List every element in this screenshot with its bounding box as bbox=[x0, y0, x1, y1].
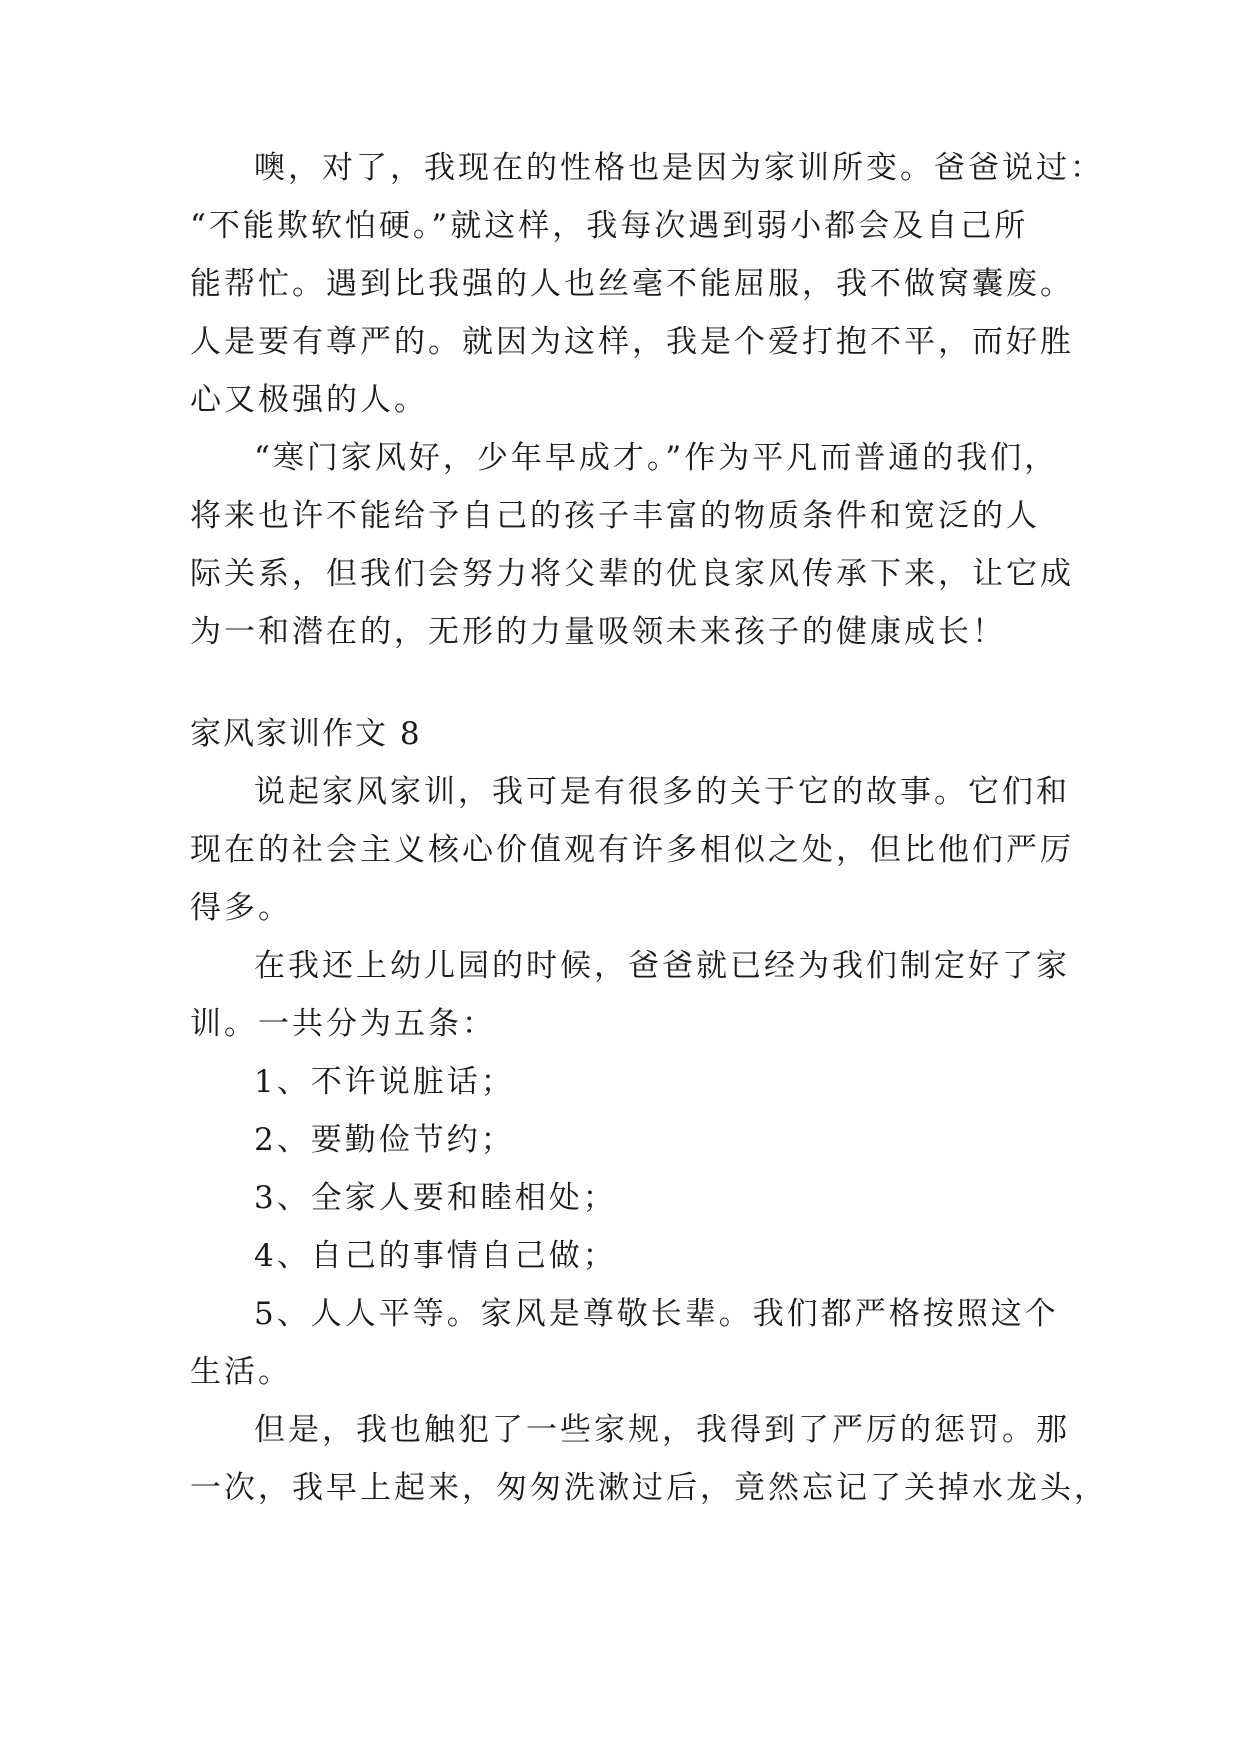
paragraph-line: 将来也许不能给予自己的孩子丰富的物质条件和宽泛的人 bbox=[190, 498, 1040, 534]
section-title: 家风家训作文 8 bbox=[190, 716, 422, 752]
paragraph-line: 得多。 bbox=[190, 890, 292, 926]
list-item: 3、全家人要和睦相处； bbox=[254, 1180, 617, 1216]
list-item: 4、自己的事情自己做； bbox=[254, 1238, 617, 1274]
paragraph-line: 但是，我也触犯了一些家规，我得到了严厉的惩罚。那 bbox=[254, 1412, 1070, 1448]
paragraph-line: 能帮忙。遇到比我强的人也丝毫不能屈服，我不做窝囊废。 bbox=[190, 266, 1074, 302]
paragraph-line: 心又极强的人。 bbox=[190, 382, 428, 418]
paragraph-line: 生活。 bbox=[190, 1354, 292, 1390]
paragraph-line: 一次，我早上起来，匆匆洗漱过后，竟然忘记了关掉水龙头， bbox=[190, 1470, 1108, 1506]
list-item: 1、不许说脏话； bbox=[254, 1064, 515, 1100]
paragraph-line: “寒门家风好，少年早成才。”作为平凡而普通的我们， bbox=[254, 440, 1059, 476]
paragraph-line: 说起家风家训，我可是有很多的关于它的故事。它们和 bbox=[254, 774, 1070, 810]
list-item: 5、人人平等。家风是尊敬长辈。我们都严格按照这个 bbox=[254, 1296, 1059, 1332]
paragraph-line: 噢，对了，我现在的性格也是因为家训所变。爸爸说过： bbox=[254, 150, 1104, 186]
paragraph-line: 在我还上幼儿园的时候，爸爸就已经为我们制定好了家 bbox=[254, 948, 1070, 984]
paragraph-line: 人是要有尊严的。就因为这样，我是个爱打抱不平，而好胜 bbox=[190, 324, 1074, 360]
paragraph-line: 为一和潜在的，无形的力量吸领未来孩子的健康成长！ bbox=[190, 614, 1006, 650]
paragraph-line: “不能欺软怕硬。”就这样，我每次遇到弱小都会及自己所 bbox=[190, 208, 1029, 244]
paragraph-line: 训。一共分为五条： bbox=[190, 1006, 496, 1042]
paragraph-line: 际关系，但我们会努力将父辈的优良家风传承下来，让它成 bbox=[190, 556, 1074, 592]
paragraph-line: 现在的社会主义核心价值观有许多相似之处，但比他们严厉 bbox=[190, 832, 1074, 868]
list-item: 2、要勤俭节约； bbox=[254, 1122, 515, 1158]
